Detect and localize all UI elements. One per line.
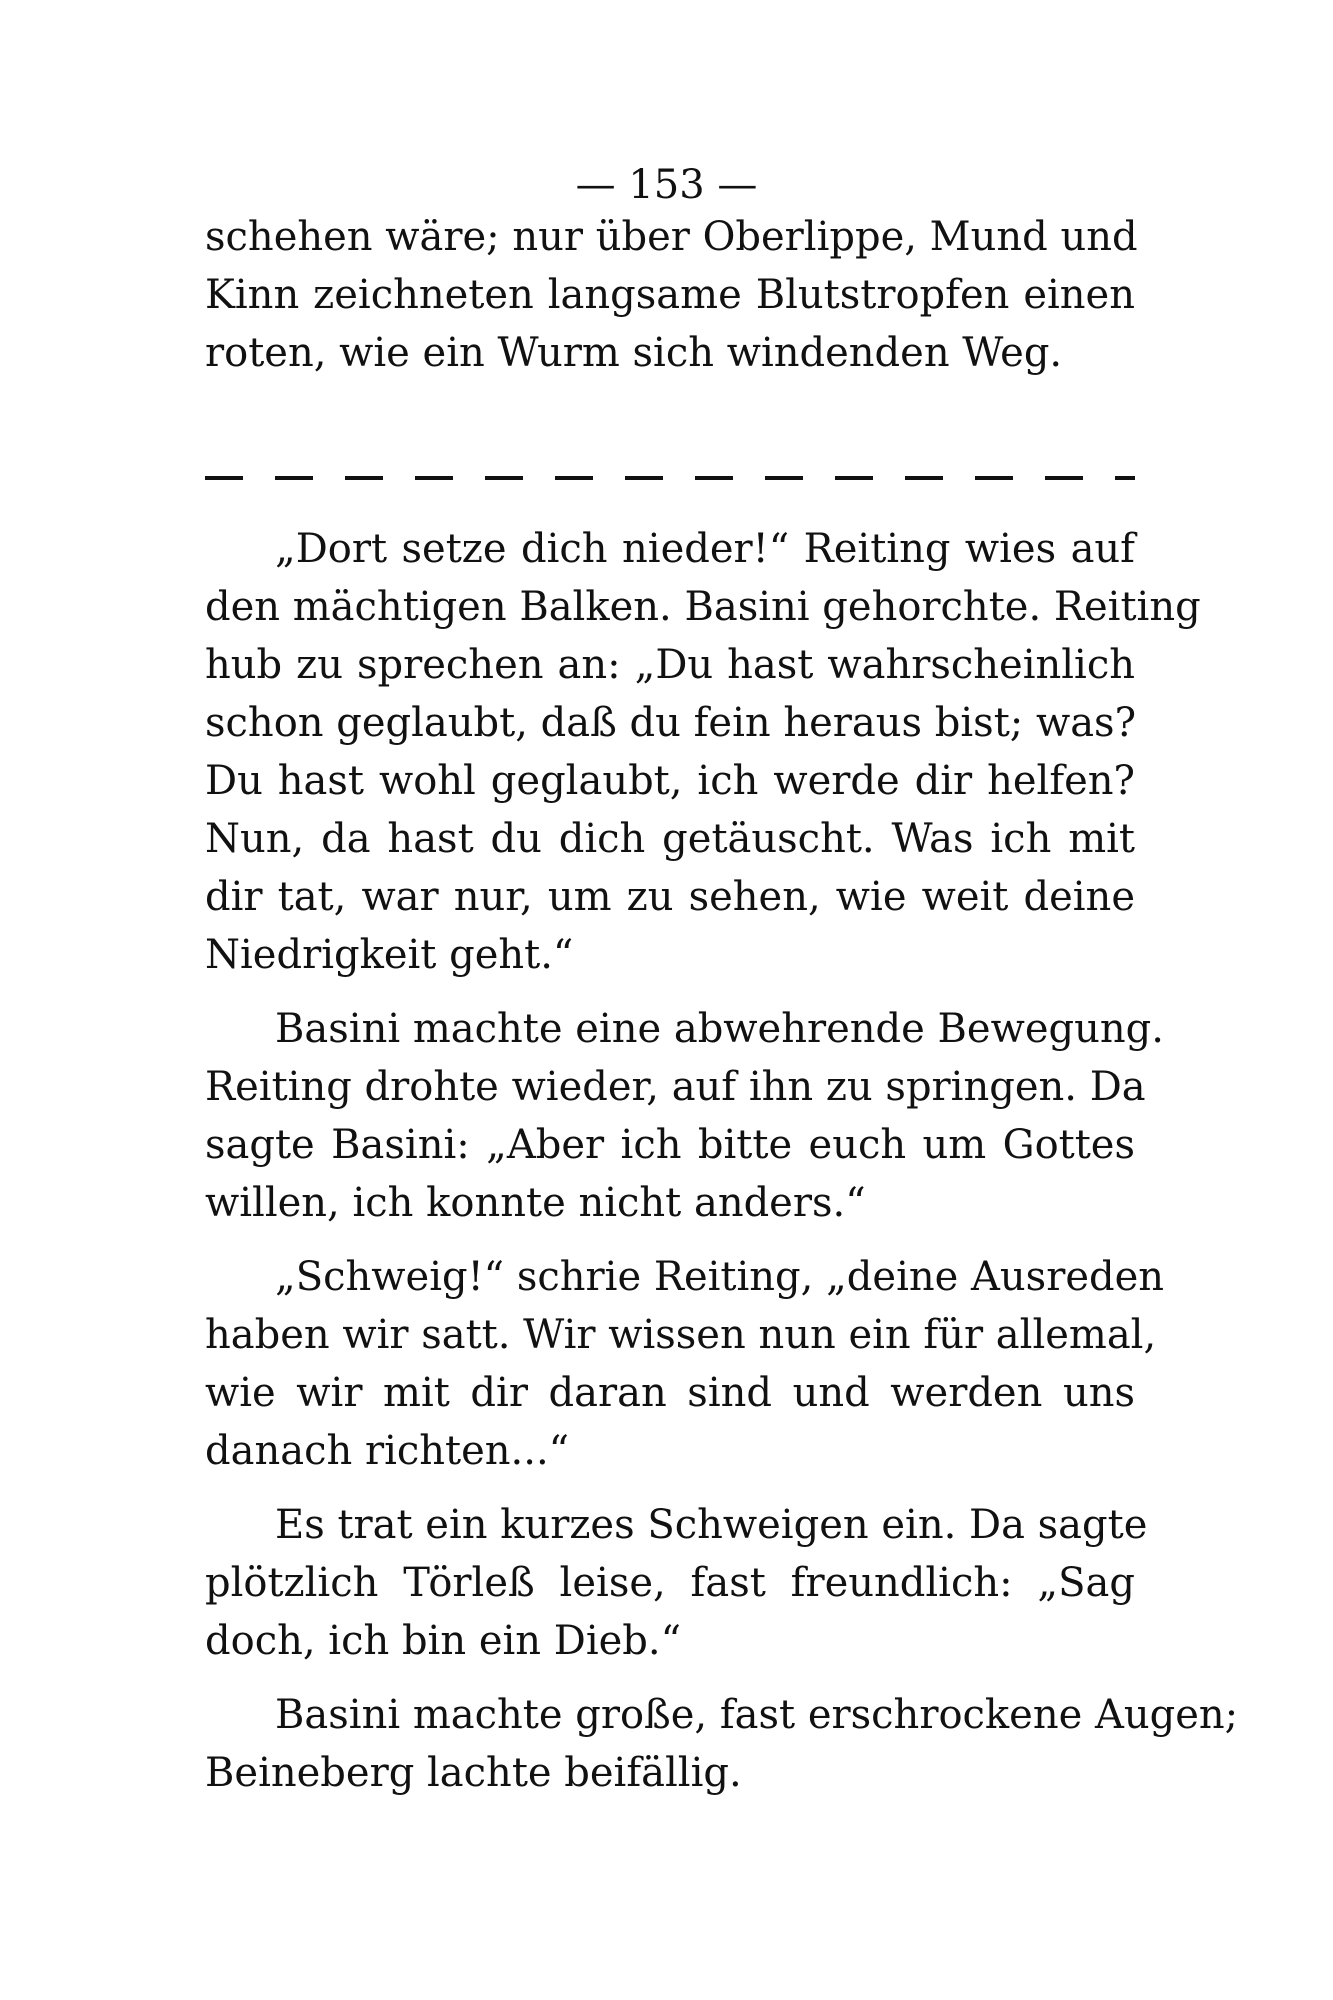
text-line: „Dort setze dich nieder!“ Reiting wies auf (275, 526, 1135, 572)
paragraph (205, 1496, 1148, 1670)
text-line: roten, wie ein Wurm sich windenden Weg. (205, 330, 1063, 376)
text-line: Du hast wohl geglaubt, ich werde dir helfen? (205, 758, 1135, 804)
paragraph-continuation (205, 208, 1138, 382)
page-number: — 153 — (575, 162, 758, 208)
text-line: Es trat ein kurzes Schweigen ein. Da sagte (275, 1502, 1148, 1548)
text-line: schehen wäre; nur über Oberlippe, Mund und (205, 214, 1138, 260)
text-line: den mächtigen Balken. Basini gehorchte. Reiting (205, 584, 1201, 630)
paragraph (205, 1248, 1165, 1480)
paragraph (205, 520, 1201, 984)
text-line: Niedrigkeit geht.“ (205, 932, 574, 978)
section-divider (205, 476, 1135, 480)
text-line: Kinn zeichneten langsame Blutstropfen einen (205, 272, 1135, 318)
text-line: sagte Basini: „Aber ich bitte euch um Gottes (205, 1122, 1135, 1168)
text-line: doch, ich bin ein Dieb.“ (205, 1618, 682, 1664)
text-line: hub zu sprechen an: „Du hast wahrscheinlich (205, 642, 1135, 688)
text-line: Nun, da hast du dich getäuscht. Was ich mit (205, 816, 1135, 862)
text-line: „Schweig!“ schrie Reiting, „deine Ausreden (275, 1254, 1165, 1300)
text-line: wie wir mit dir daran sind und werden uns (205, 1370, 1135, 1416)
text-line: Beineberg lachte beifällig. (205, 1750, 742, 1796)
paragraph (205, 1000, 1164, 1232)
text-line: danach richten...“ (205, 1428, 570, 1474)
text-line: schon geglaubt, daß du fein heraus bist; was? (205, 700, 1137, 746)
text-line: Reiting drohte wieder, auf ihn zu springen. Da (205, 1064, 1146, 1110)
text-line: plötzlich Törleß leise, fast freundlich: „Sag (205, 1560, 1135, 1606)
paragraph (205, 1686, 1239, 1802)
text-line: Basini machte große, fast erschrockene Augen; (275, 1692, 1239, 1738)
text-line: dir tat, war nur, um zu sehen, wie weit deine (205, 874, 1135, 920)
text-line: willen, ich konnte nicht anders.“ (205, 1180, 866, 1226)
text-line: haben wir satt. Wir wissen nun ein für allemal, (205, 1312, 1157, 1358)
text-line: Basini machte eine abwehrende Bewegung. (275, 1006, 1164, 1052)
